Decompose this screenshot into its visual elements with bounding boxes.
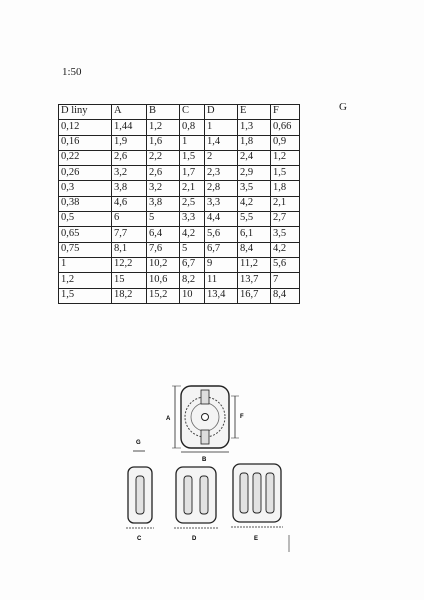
table-cell: 8,4 <box>271 288 300 303</box>
table-cell: 8,4 <box>238 242 271 257</box>
header-d-liny: D liny <box>59 105 112 120</box>
table-cell: 4,2 <box>271 242 300 257</box>
table-cell: 10 <box>180 288 205 303</box>
header-f: F <box>271 105 300 120</box>
scale-label: 1:50 <box>62 66 82 78</box>
table-cell: 7 <box>271 273 300 288</box>
double-slot-view <box>174 467 218 542</box>
table-cell: 3,2 <box>112 166 147 181</box>
dim-d-label: D <box>192 536 197 542</box>
table-cell: 5 <box>147 212 180 227</box>
table-cell: 6 <box>112 212 147 227</box>
table-cell: 1,6 <box>147 135 180 150</box>
table-cell: 0,8 <box>180 120 205 135</box>
table-cell: 6,7 <box>205 242 238 257</box>
table-cell: 1,5 <box>180 150 205 165</box>
table-row <box>59 181 300 196</box>
table-cell: 3,5 <box>271 227 300 242</box>
table-row <box>59 288 300 303</box>
table-cell: 12,2 <box>112 257 147 272</box>
table-cell: 0,5 <box>59 212 112 227</box>
dim-f-label: F <box>240 414 244 420</box>
table-cell: 4,6 <box>112 196 147 211</box>
table-cell: 6,1 <box>238 227 271 242</box>
table-cell: 2,5 <box>180 196 205 211</box>
table-cell: 1,44 <box>112 120 147 135</box>
table-cell: 0,26 <box>59 166 112 181</box>
table-cell: 10,6 <box>147 273 180 288</box>
table-cell: 4,2 <box>180 227 205 242</box>
dim-b-label: B <box>202 457 207 463</box>
table-cell: 1,9 <box>112 135 147 150</box>
table-cell: 0,75 <box>59 242 112 257</box>
table-cell: 3,3 <box>180 212 205 227</box>
table-row <box>59 212 300 227</box>
double-slot-left <box>184 476 192 514</box>
table-cell: 10,2 <box>147 257 180 272</box>
table-row <box>59 135 300 150</box>
table-row <box>59 166 300 181</box>
table-cell: 0,16 <box>59 135 112 150</box>
table-cell: 8,1 <box>112 242 147 257</box>
header-a: A <box>112 105 147 120</box>
table-cell: 1 <box>205 120 238 135</box>
table-cell: 18,2 <box>112 288 147 303</box>
connector-drawing <box>0 370 424 570</box>
table-cell: 11,2 <box>238 257 271 272</box>
table-cell: 1,2 <box>271 150 300 165</box>
table-cell: 5,6 <box>205 227 238 242</box>
table-cell: 9 <box>205 257 238 272</box>
table-cell: 1,2 <box>147 120 180 135</box>
header-b: B <box>147 105 180 120</box>
table-cell: 2,6 <box>112 150 147 165</box>
dim-e-label: E <box>254 536 259 542</box>
table-cell: 0,66 <box>271 120 300 135</box>
table-cell: 8,2 <box>180 273 205 288</box>
table-cell: 13,7 <box>238 273 271 288</box>
table-cell: 4,2 <box>238 196 271 211</box>
dim-a-label: A <box>166 416 171 422</box>
table-cell: 0,9 <box>271 135 300 150</box>
table-cell: 5 <box>180 242 205 257</box>
table-cell: 1,5 <box>59 288 112 303</box>
table-cell: 1,2 <box>59 273 112 288</box>
header-c: C <box>180 105 205 120</box>
top-view <box>166 386 244 463</box>
table-cell: 2,1 <box>180 181 205 196</box>
table-row <box>59 196 300 211</box>
table-cell: 3,3 <box>205 196 238 211</box>
table-cell: 2,4 <box>238 150 271 165</box>
dim-c-label: C <box>137 536 142 542</box>
dimensions-table <box>58 104 300 304</box>
double-body <box>176 467 216 523</box>
table-cell: 15,2 <box>147 288 180 303</box>
table-row <box>59 227 300 242</box>
table-body <box>59 120 300 304</box>
triple-slot-middle <box>253 473 261 513</box>
table-cell: 0,3 <box>59 181 112 196</box>
table-cell: 2,6 <box>147 166 180 181</box>
table-cell: 0,38 <box>59 196 112 211</box>
table-cell: 2,1 <box>271 196 300 211</box>
table-cell: 1 <box>180 135 205 150</box>
table-cell: 1,5 <box>271 166 300 181</box>
table-cell: 5,6 <box>271 257 300 272</box>
table-cell: 2,8 <box>205 181 238 196</box>
top-slot-upper <box>201 390 209 404</box>
table-cell: 1 <box>59 257 112 272</box>
table-cell: 2,9 <box>238 166 271 181</box>
table-row <box>59 257 300 272</box>
table-cell: 7,6 <box>147 242 180 257</box>
table-cell: 0,12 <box>59 120 112 135</box>
table-cell: 3,8 <box>147 196 180 211</box>
single-slot-view <box>126 467 154 542</box>
triple-slot-right <box>266 473 274 513</box>
table-cell: 13,4 <box>205 288 238 303</box>
single-slot <box>136 476 144 514</box>
table-cell: 15 <box>112 273 147 288</box>
table-row <box>59 242 300 257</box>
triple-slot-view <box>231 464 283 542</box>
table-cell: 3,8 <box>112 181 147 196</box>
table-cell: 5,5 <box>238 212 271 227</box>
triple-slot-left <box>240 473 248 513</box>
table-cell: 2,3 <box>205 166 238 181</box>
table-row <box>59 120 300 135</box>
table-cell: 0,65 <box>59 227 112 242</box>
table-cell: 1,8 <box>238 135 271 150</box>
table-header-row <box>59 105 300 120</box>
dim-g-label: G <box>136 440 141 446</box>
table-cell: 11 <box>205 273 238 288</box>
table-row <box>59 273 300 288</box>
table-cell: 0,22 <box>59 150 112 165</box>
table-cell: 16,7 <box>238 288 271 303</box>
table-cell: 1,4 <box>205 135 238 150</box>
table-cell: 1,8 <box>271 181 300 196</box>
table-cell: 2,2 <box>147 150 180 165</box>
header-d: D <box>205 105 238 120</box>
double-slot-right <box>200 476 208 514</box>
table-cell: 1,3 <box>238 120 271 135</box>
header-e: E <box>238 105 271 120</box>
table-cell: 2,7 <box>271 212 300 227</box>
table-cell: 6,4 <box>147 227 180 242</box>
top-center-hole <box>202 414 209 421</box>
table-row <box>59 150 300 165</box>
table-cell: 4,4 <box>205 212 238 227</box>
table-cell: 7,7 <box>112 227 147 242</box>
table-cell: 3,5 <box>238 181 271 196</box>
table-cell: 6,7 <box>180 257 205 272</box>
table-cell: 3,2 <box>147 181 180 196</box>
table-cell: 2 <box>205 150 238 165</box>
table-cell: 1,7 <box>180 166 205 181</box>
column-g-label: G <box>339 101 347 113</box>
top-slot-lower <box>201 430 209 444</box>
